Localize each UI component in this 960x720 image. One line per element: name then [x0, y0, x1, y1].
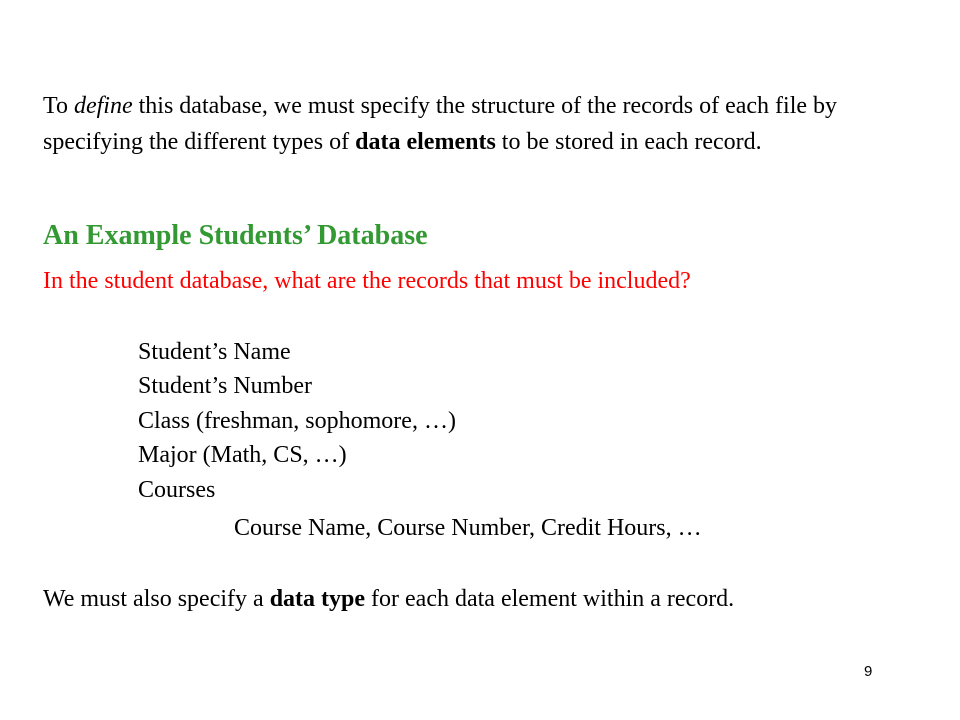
- record-item-number: Student’s Number: [138, 373, 312, 400]
- page-number: 9: [864, 663, 873, 680]
- record-item-courses: Courses: [138, 476, 216, 503]
- intro-text-start: To: [43, 93, 74, 119]
- intro-text-end: to be stored in each record.: [495, 129, 762, 155]
- record-item-major: Major (Math, CS, …): [138, 442, 347, 469]
- closing-paragraph: [43, 582, 923, 616]
- intro-emphasis: define: [73, 93, 133, 119]
- intro-paragraph: [43, 88, 923, 160]
- intro-bold-term: data elements: [355, 129, 496, 155]
- section-heading: An Example Students’ Database: [43, 220, 428, 251]
- record-item-class: Class (freshman, sophomore, …): [138, 407, 456, 434]
- closing-text-start: We must also specify a: [43, 586, 270, 612]
- closing-bold-term: data type: [269, 586, 366, 612]
- record-item-name: Student’s Name: [138, 339, 291, 365]
- records-list: [138, 335, 898, 507]
- course-details: Course Name, Course Number, Credit Hours, …: [234, 515, 702, 541]
- question-text: In the student database, what are the records that must be included?: [43, 268, 691, 294]
- intro-text-middle: this database, we must specify the structure of the records of each file by specifying the different types of: [43, 93, 838, 155]
- closing-text-end: for each data element within a record.: [365, 586, 735, 612]
